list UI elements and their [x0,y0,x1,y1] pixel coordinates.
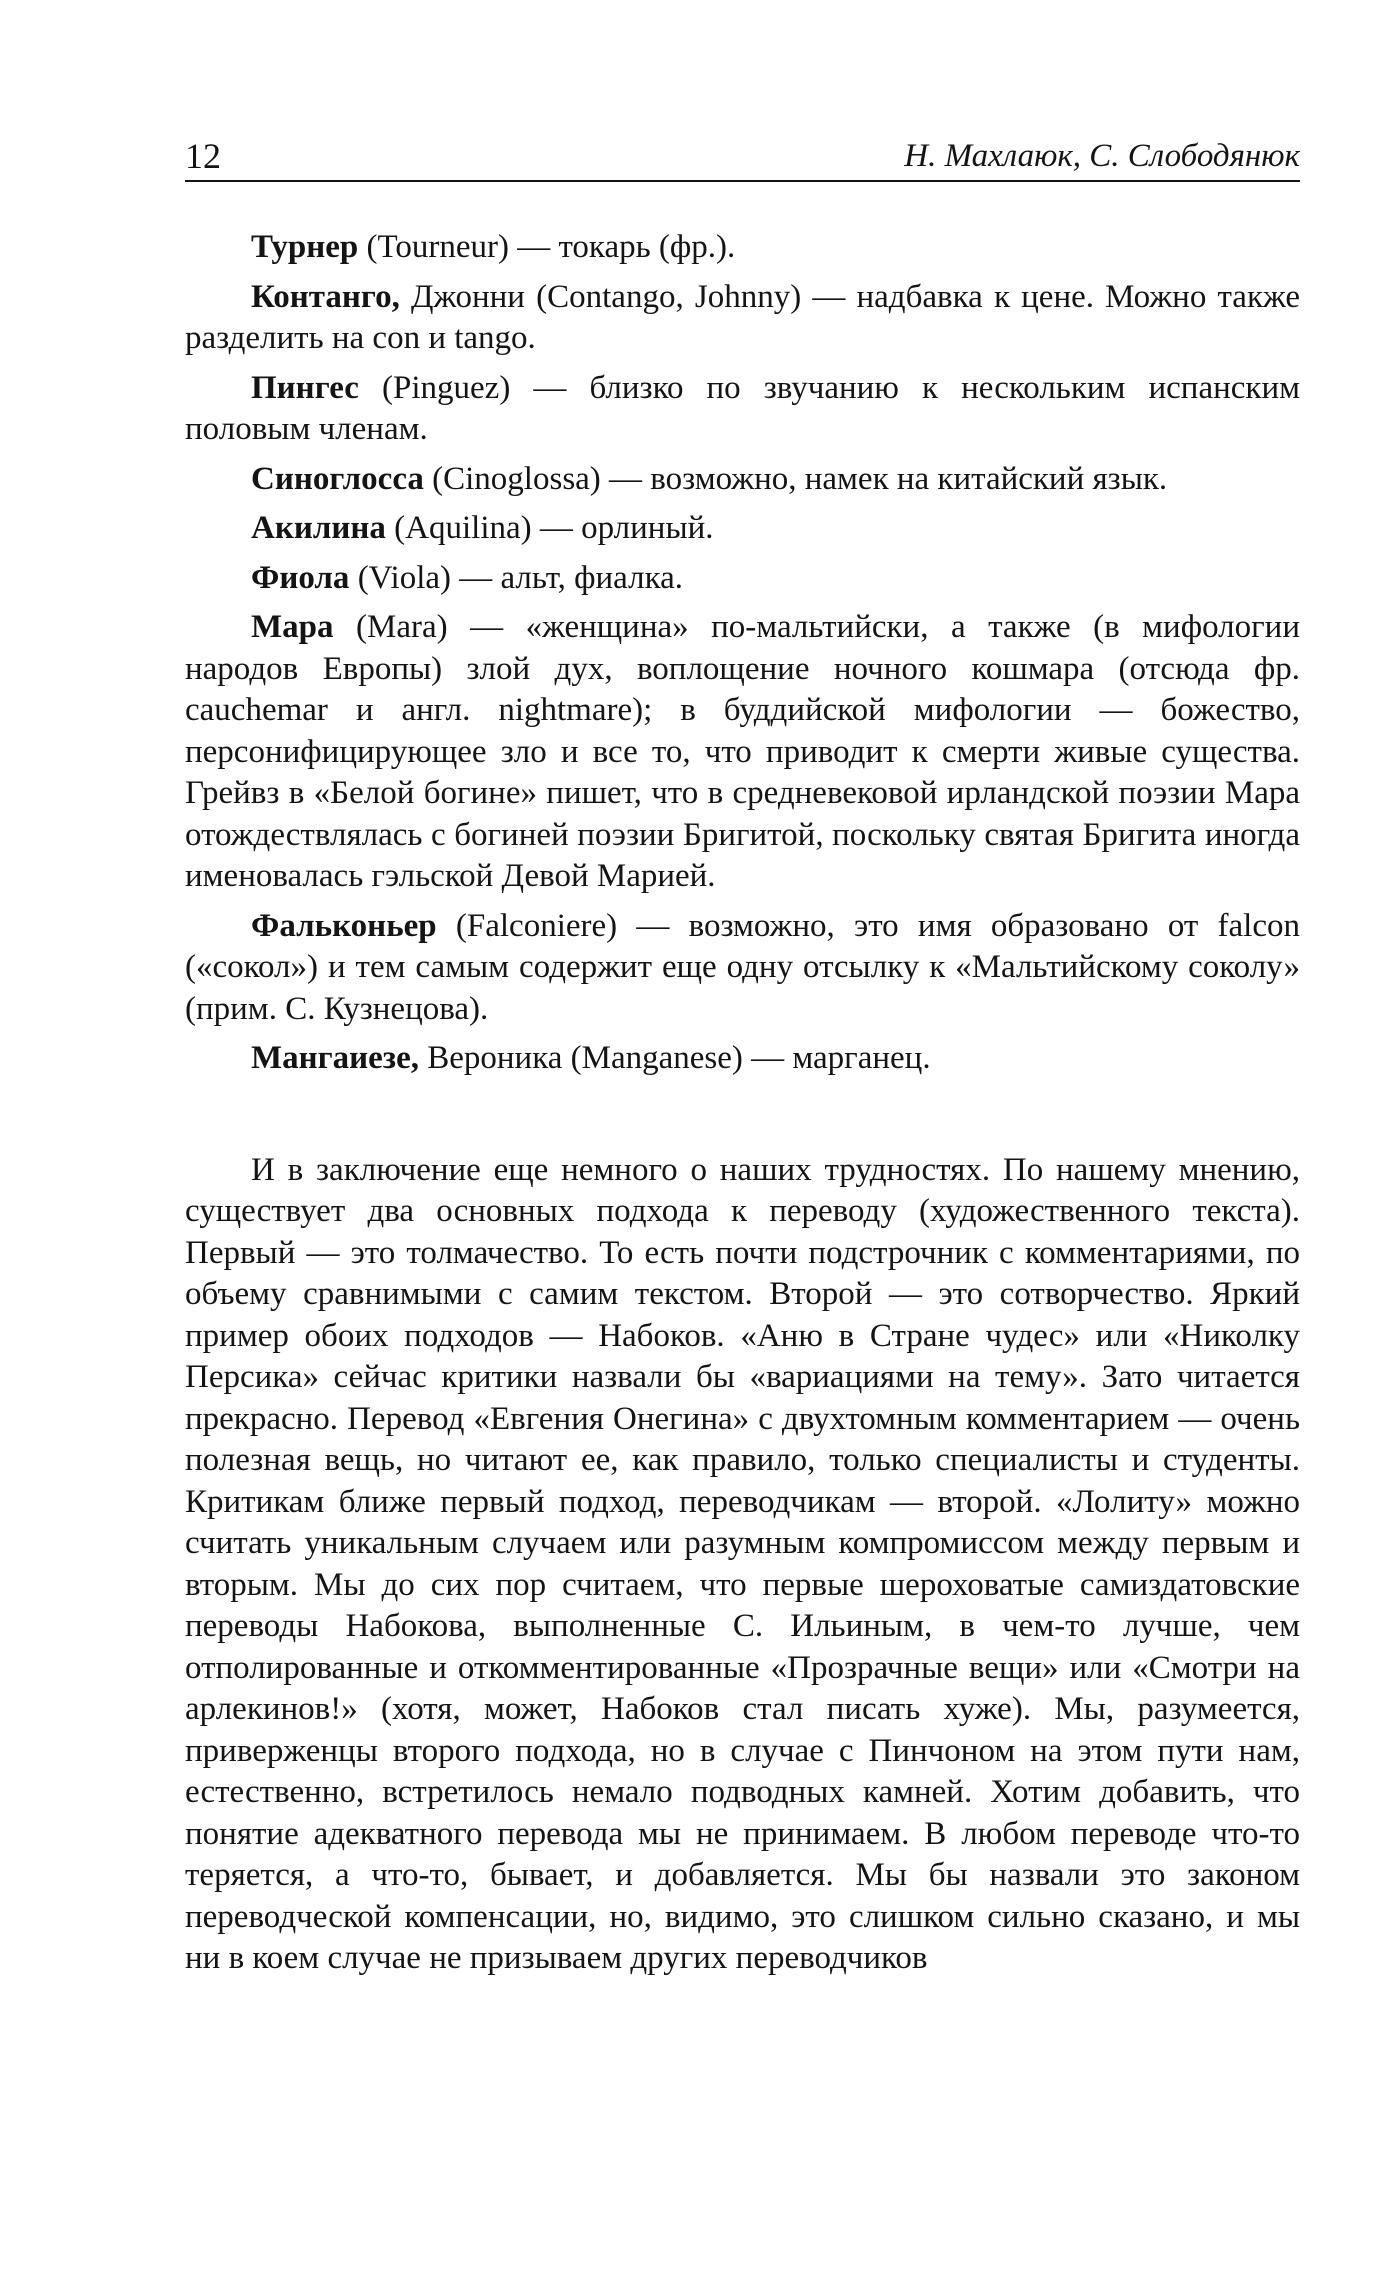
page-number: 12 [185,136,221,176]
glossary-entry [185,227,1300,269]
glossary-definition: (Aquilina) — орлиный. [385,510,714,546]
glossary-entry [185,368,1300,451]
glossary-definition: (Viola) — альт, фиалка. [349,559,684,596]
glossary-term: Синоглосса [251,460,424,497]
glossary-definition: (Falconiere) — возможно, это имя образовано от falcon («сокол») и тем самым содержит еще одну отсылку к «Мальтийскому соколу» (прим. С. Кузнецова). [185,907,1300,1027]
glossary-entry [185,607,1300,898]
glossary-term: Фиола [251,559,350,596]
running-head-authors: Н. Махлаюк, С. Слободянюк [904,138,1300,174]
glossary-entry [185,906,1300,1031]
name-glossary [185,227,1300,1080]
glossary-term: Акилина [251,510,386,546]
glossary-entry [185,508,1300,550]
glossary-definition: (Mara) — «женщина» по-мальтийски, а также (в мифологии народов Европы) злой дух, воплощение ночного кошмара (отсюда фр. cauchemar и англ. nightmare); в буддийской мифологии — божество, персонифицирующее зло и все то, что приводит к смерти живые существа. Грейвз в «Белой богине» пишет, что в средневековой ирландской поэзии Мара отождествлялась с богиней поэзии Бригитой, поскольку святая Бригита иногда именовалась гэльской Девой Марией. [185,609,1300,894]
glossary-term: Мара [251,609,334,645]
glossary-term: Фальконьер [251,907,437,944]
glossary-term: Пингес [251,369,359,406]
glossary-entry [185,558,1300,600]
running-header [185,124,1300,182]
essay-paragraph: И в заключение еще немного о наших трудностях. По нашему мнению, существует два основных подхода к переводу (художественного текста). Первый — это толмачество. То есть почти подстрочник с комментариями, по объему сравнимыми с самим текстом. Второй — это сотворчество. Яркий пример обоих подходов — Набоков. «Аню в Стране чудес» или «Николку Персика» сейчас критики назвали бы «вариациями на тему». Зато читается прекрасно. Перевод «Евгения Онегина» с двухтомным комментарием — очень полезная вещь, но читают ее, как правило, только специалисты и студенты. Критикам ближе первый подход, переводчикам — второй. «Лолиту» можно считать уникальным случаем или разумным компромиссом между первым и вторым. Мы до сих пор считаем, что первые шероховатые самиздатовские переводы Набокова, выполненные С. Ильиным, в чем-то лучше, чем отполированные и откомментированные «Прозрачные вещи» или «Смотри на арлекинов!» (хотя, может, Набоков стал писать хуже). Мы, разумеется, приверженцы второго подхода, но в случае с Пинчоном на этом пути нам, естественно, встретилось немало подводных камней. Хотим добавить, что понятие адекватного перевода мы не принимаем. В любом переводе что-то теряется, а что-то, бывает, и добавляется. Мы бы назвали это законом переводческой компенсации, но, видимо, это слишком сильно сказано, и мы ни в коем случае не призываем других переводчиков [185,1151,1300,1976]
glossary-term: Мангаиезе, [251,1040,419,1076]
glossary-term: Турнер [251,229,359,265]
glossary-definition: (Pinguez) — близко по звучанию к нескольким испанским половым членам. [185,369,1300,447]
book-page [185,124,1300,1980]
glossary-entry [185,459,1300,501]
glossary-definition: Вероника (Manganese) — марганец. [418,1040,931,1076]
glossary-definition: (Cinoglossa) — возможно, намек на китайский язык. [423,460,1168,497]
glossary-entry [185,277,1300,360]
glossary-definition: (Tourneur) — токарь (фр.). [358,229,736,265]
glossary-term: Контанго, [251,278,400,315]
glossary-definition: Джонни (Contango, Johnny) — надбавка к цене. Можно также разделить на con и tango. [185,278,1300,356]
translation-essay [185,1150,1300,1980]
glossary-entry [185,1038,1300,1080]
